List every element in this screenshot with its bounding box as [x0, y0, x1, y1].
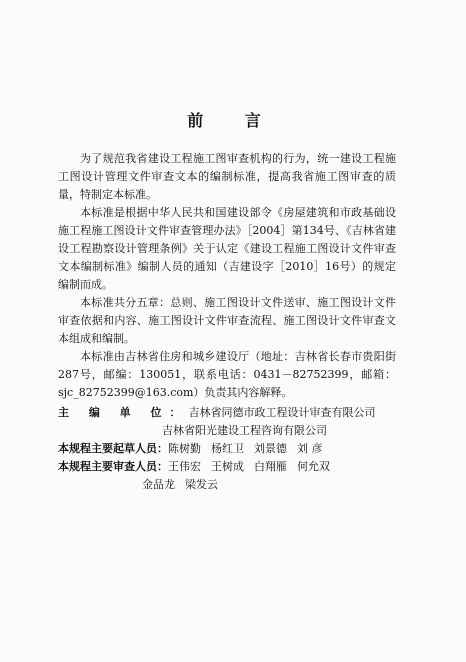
chief-unit-1: 吉林省同德市政工程设计审查有限公司 [188, 406, 376, 419]
paragraph-basis: 本标准是根据中华人民共和国建设部令《房屋建筑和市政基础设施工程施工图设计文件审查管理办法》［2004］第134号、《吉林省建设工程勘察设计管理条例》关于认定《建设工程施工图设计文件审查文本编制标准》编制人员的通知（吉建设字［2010］16号）的规定编制而成。 [58, 206, 396, 291]
reviewer-name: 金品龙 [142, 478, 175, 491]
paragraph-purpose: 为了规范我省建设工程施工图审查机构的行为，统一建设工程施工图设计管理文件审查文本的编制标准，提高我省施工图审查的质量，特制定本标准。 [58, 152, 396, 201]
page-title: 前 言 [187, 111, 279, 130]
chief-units-label: 主 编 单 位： [58, 406, 189, 419]
reviewer-name: 梁发云 [185, 478, 218, 491]
chief-unit-2: 吉林省阳光建设工程咨询有限公司 [162, 424, 327, 437]
paragraph-contact: 本标准由吉林省住房和城乡建设厅（地址：吉林省长春市贵阳街287号，邮编：130051，联系电话：0431－82752399，邮箱：sjc_82752399@163.com）负责其内容解释。 [58, 350, 396, 399]
preface-body [58, 150, 396, 494]
chief-units-row-2 [58, 422, 396, 440]
paragraph-chapters: 本标准共分五章：总则、施工图设计文件送审、施工图设计文件审查依据和内容、施工图设计文件审查流程、施工图设计文件审查文本组成和编制。 [58, 296, 396, 345]
reviewers-row [58, 458, 396, 476]
drafter-name: 杨红卫 [211, 442, 244, 455]
reviewer-name: 王树成 [211, 460, 244, 473]
chief-units-row [58, 404, 396, 422]
reviewer-name: 何允双 [297, 460, 330, 473]
drafter-name: 刘 彦 [297, 442, 323, 455]
drafters-row [58, 440, 396, 458]
reviewers-row-2 [58, 476, 396, 494]
drafter-name: 陈树勤 [168, 442, 201, 455]
drafters-label: 本规程主要起草人员： [58, 442, 168, 455]
reviewers-label: 本规程主要审查人员： [58, 460, 168, 473]
drafter-name: 刘景德 [254, 442, 287, 455]
reviewer-name: 白翔雁 [254, 460, 287, 473]
chief-units-values [189, 404, 376, 422]
reviewer-name: 王伟宏 [168, 460, 201, 473]
